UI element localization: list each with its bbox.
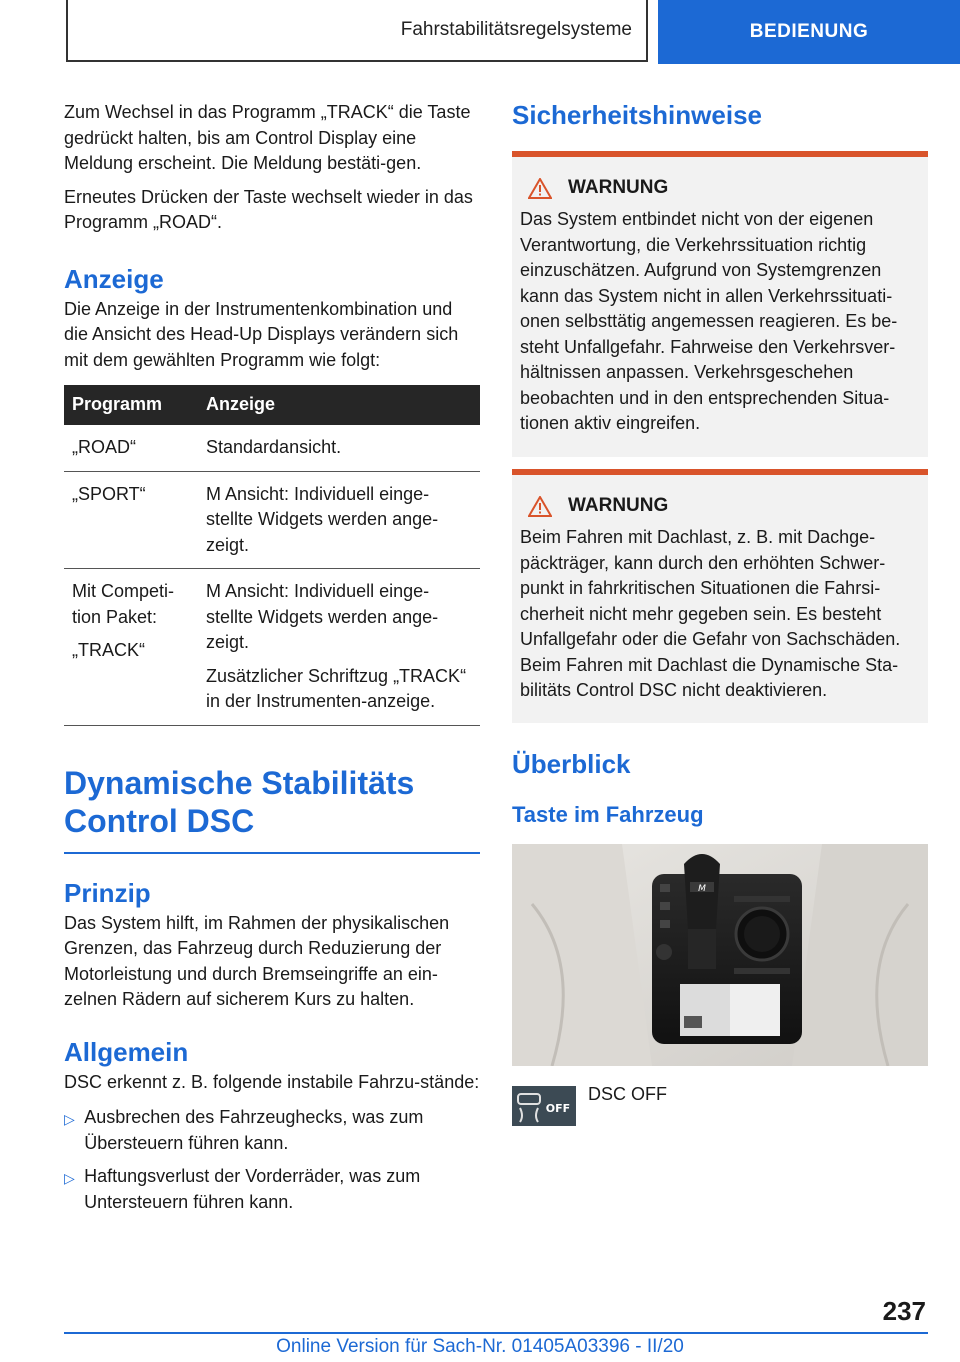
table-row xyxy=(64,569,480,726)
table-cell xyxy=(198,569,480,726)
cell-line: M Ansicht: Individuell einge-stellte Widgets werden ange-zeigt. xyxy=(206,581,439,652)
warning-triangle-icon xyxy=(528,178,552,199)
paragraph-track: Zum Wechsel in das Programm „TRACK“ die Taste gedrückt halten, bis am Control Display eine Meldung erscheint. Die Meldung bestäti-gen. xyxy=(64,102,471,173)
dsc-off-button-icon xyxy=(512,1086,576,1126)
warning-box xyxy=(512,469,928,723)
warning-triangle-icon xyxy=(528,496,552,517)
cell-line: Zusätzlicher Schriftzug „TRACK“ in der Instrumenten-anzeige. xyxy=(206,665,467,711)
svg-text:M: M xyxy=(698,884,706,894)
table-header-anzeige: Anzeige xyxy=(198,385,480,425)
cell-line: Mit Competi-tion Paket: xyxy=(72,581,175,627)
dsc-off-legend xyxy=(512,1086,928,1126)
section-label: Fahrstabilitätsregelsysteme xyxy=(400,19,632,40)
list-item-text: Ausbrechen des Fahrzeughecks, was zum Übersteuern führen kann. xyxy=(84,1107,424,1153)
table-row xyxy=(64,425,480,471)
footer-online-version: Online Version für Sach-Nr. 01405A03396 - II/20 xyxy=(276,1336,684,1357)
triangle-bullet-icon: ▷ xyxy=(64,1170,75,1186)
table-header-programm: Programm xyxy=(64,385,198,425)
table-cell: M Ansicht: Individuell einge-stellte Widgets werden ange-zeigt. xyxy=(198,471,480,569)
table-cell xyxy=(64,569,198,726)
heading-dsc: Dynamische Stabilitäts Control DSC xyxy=(64,764,415,839)
heading-rule xyxy=(64,852,480,854)
heading-prinzip: Prinzip xyxy=(64,877,151,908)
warning-title xyxy=(520,177,920,199)
anzeige-text: Die Anzeige in der Instrumentenkombination und die Ansicht des Head-Up Displays verändern sich mit dem gewählten Programm wie folgt: xyxy=(64,298,459,370)
center-console-photo xyxy=(512,844,928,1066)
center-console-illustration xyxy=(512,844,928,1066)
chapter-label: BEDIENUNG xyxy=(749,21,869,42)
program-table xyxy=(64,385,480,726)
warning-title-text: WARNUNG xyxy=(568,177,669,198)
header-section-title xyxy=(66,0,648,62)
heading-allgemein: Allgemein xyxy=(64,1036,189,1067)
table-row xyxy=(64,471,480,569)
cell-line: „TRACK“ xyxy=(72,640,145,660)
left-column xyxy=(64,100,480,1223)
allgemein-text: DSC erkennt z. B. folgende instabile Fahrzu-stände: xyxy=(64,1071,480,1092)
right-column xyxy=(512,100,928,1126)
table-cell: Standardansicht. xyxy=(198,425,480,471)
table-cell: „SPORT“ xyxy=(64,471,198,569)
dsc-off-label: DSC OFF xyxy=(588,1084,667,1104)
heading-sicherheitshinweise: Sicherheitshinweise xyxy=(512,100,762,130)
list-item-text: Haftungsverlust der Vorderräder, was zum Untersteuern führen kann. xyxy=(84,1166,421,1212)
prinzip-text: Das System hilft, im Rahmen der physikalischen Grenzen, das Fahrzeug durch Reduzierung der Motorleistung und durch Bremseingriffe an ein-zelnen Rädern auf sicherem Kurs zu halten. xyxy=(64,912,450,1009)
header-chapter-tab[interactable] xyxy=(658,0,960,64)
paragraph-road: Erneutes Drücken der Taste wechselt wieder in das Programm „ROAD“. xyxy=(64,186,473,232)
list-item xyxy=(64,1164,480,1215)
footer-rule xyxy=(64,1332,928,1334)
heading-anzeige: Anzeige xyxy=(64,263,164,294)
warning-title-text: WARNUNG xyxy=(568,495,669,516)
button-icon-text: OFF xyxy=(545,1102,571,1115)
warning-text: Das System entbindet nicht von der eigenen Verantwortung, die Verkehrssituation richtig einzuschätzen. Aufgrund von Systemgrenzen kann das System nicht in allen Verkehrssituati-onen selbsttätig angemessen reagieren. Es be-steht Unfallgefahr. Fahrweise den Verkehrsver-hältnissen anpassen. Verkehrsgeschehen beobachten und in den entsprechenden Situa-tionen aktiv eingreifen. xyxy=(520,209,898,433)
table-cell: „ROAD“ xyxy=(64,425,198,471)
page-number: 237 xyxy=(882,1296,926,1326)
warning-text: Beim Fahren mit Dachlast, z. B. mit Dachge-päckträger, kann durch den erhöhten Schwer-punkt in fahrkritischen Situationen die Fahrsi-cherheit nicht mehr gegeben sein. Es besteht Unfallgefahr oder die Gefahr von Sachschäden. Beim Fahren mit Dachlast die Dynamische Sta-bilitäts Control DSC nicht deaktivieren. xyxy=(520,527,901,700)
heading-ueberblick: Überblick xyxy=(512,749,631,779)
warning-box xyxy=(512,151,928,457)
list-item xyxy=(64,1105,480,1156)
warning-title xyxy=(520,495,920,517)
triangle-bullet-icon: ▷ xyxy=(64,1111,75,1127)
heading-taste: Taste im Fahrzeug xyxy=(512,802,704,827)
